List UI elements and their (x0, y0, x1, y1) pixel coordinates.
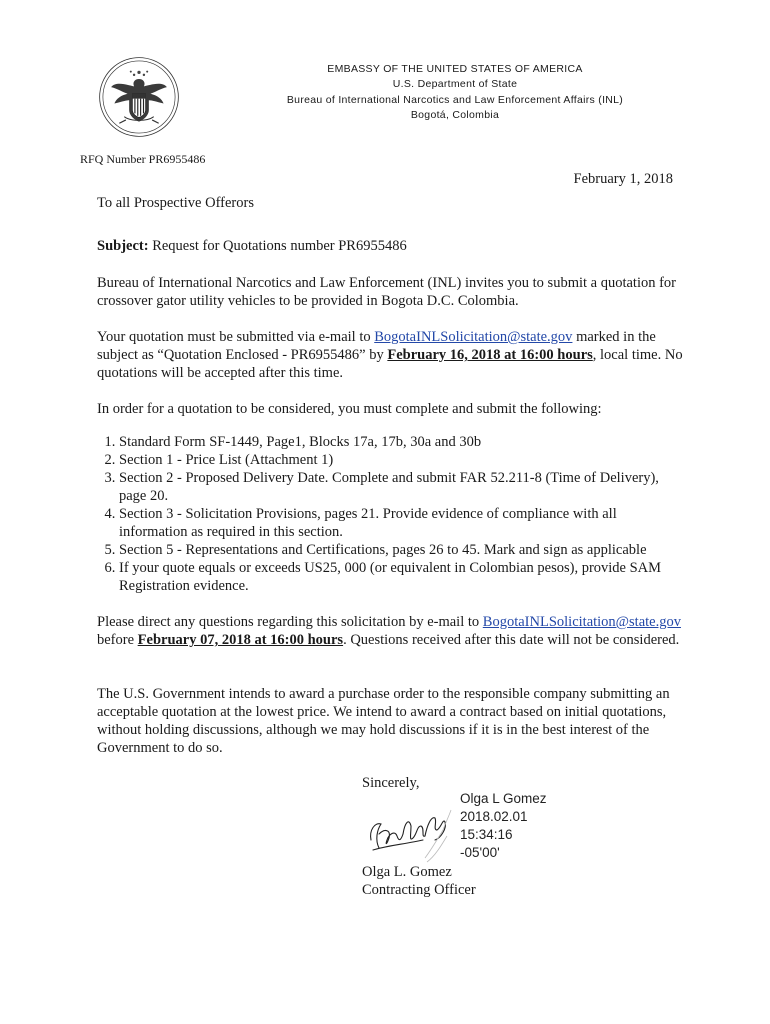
list-item: 6. If your quote equals or exceeds US25, 000 (or equivalent in Colombian pesos), provide SAM Registration evidence. (119, 559, 679, 595)
list-item: 5. Section 5 - Representations and Certifications, pages 26 to 45. Mark and sign as applicable (119, 541, 679, 559)
digital-signature (460, 790, 547, 862)
requirements-intro: In order for a quotation to be considered, you must complete and submit the following: (97, 401, 602, 417)
requirements-list (97, 433, 679, 595)
submission-paragraph (97, 328, 687, 382)
list-item: 4. Section 3 - Solicitation Provisions, pages 21. Provide evidence of compliance with all information as required in this section. (119, 505, 679, 541)
signatory-name: Olga L. Gomez (362, 864, 452, 880)
closing: Sincerely, (362, 775, 420, 791)
submission-middle: marked in the subject as “Quotation Enclosed - PR6955486” by (97, 329, 656, 363)
letterhead-department: U.S. Department of State (392, 78, 518, 91)
questions-deadline: February 07, 2018 at 16:00 hours (137, 632, 344, 648)
letterhead-location: Bogotá, Colombia (410, 108, 500, 121)
salutation: To all Prospective Offerors (97, 195, 254, 211)
submission-email-link[interactable]: BogotaINLSolicitation@state.gov (374, 329, 573, 345)
handwritten-signature-icon (365, 800, 457, 870)
intro-text: Bureau of International Narcotics and Law Enforcement (INL) invites you to submit a quotation for crossover gator utility vehicles to be provided in Bogota D.C. Colombia. (97, 275, 677, 309)
questions-suffix: . Questions received after this date will not be considered. (343, 632, 680, 648)
letter-date: February 1, 2018 (573, 171, 673, 187)
questions-prefix: Please direct any questions regarding this solicitation by e-mail to (97, 614, 483, 630)
list-item: 3. Section 2 - Proposed Delivery Date. Complete and submit FAR 52.211-8 (Time of Delivery), page 20. (119, 469, 679, 505)
intro-paragraph (97, 274, 687, 310)
list-item: 2. Section 1 - Price List (Attachment 1) (119, 451, 679, 469)
award-text: The U.S. Government intends to award a purchase order to the responsible company submitting an acceptable quotation at the lowest price. We intend to award a contract based on initial quotations, without holding discussions, although we may hold discussions if it is in the best interest of the Government to do so. (97, 686, 670, 756)
list-item: 1. Standard Form SF-1449, Page1, Blocks 17a, 17b, 30a and 30b (119, 433, 679, 451)
questions-email-link[interactable]: BogotaINLSolicitation@state.gov (482, 614, 681, 630)
award-paragraph (97, 685, 687, 757)
submission-suffix: , local time. No quotations will be accepted after this time. (97, 347, 683, 381)
subject-label: Subject: (97, 238, 149, 254)
questions-paragraph (97, 613, 687, 649)
signatory-title: Contracting Officer (362, 882, 476, 898)
rfq-number: RFQ Number PR6955486 (80, 152, 206, 166)
letterhead-embassy: EMBASSY OF THE UNITED STATES OF AMERICA (327, 63, 583, 75)
subject-line (97, 237, 687, 255)
digital-signature-name: Olga L Gomez (460, 791, 547, 806)
submission-prefix: Your quotation must be submitted via e-mail to (97, 329, 375, 345)
questions-middle: before (97, 632, 138, 648)
subject-text: Request for Quotations number PR6955486 (148, 238, 407, 254)
letterhead-bureau: Bureau of International Narcotics and Law Enforcement Affairs (INL) (286, 93, 624, 106)
submission-deadline: February 16, 2018 at 16:00 hours (387, 347, 593, 363)
digital-signature-time: 15:34:16 (460, 827, 513, 842)
digital-signature-date: 2018.02.01 (460, 809, 528, 824)
letterhead (160, 62, 750, 123)
digital-signature-timezone: -05'00' (460, 845, 500, 860)
